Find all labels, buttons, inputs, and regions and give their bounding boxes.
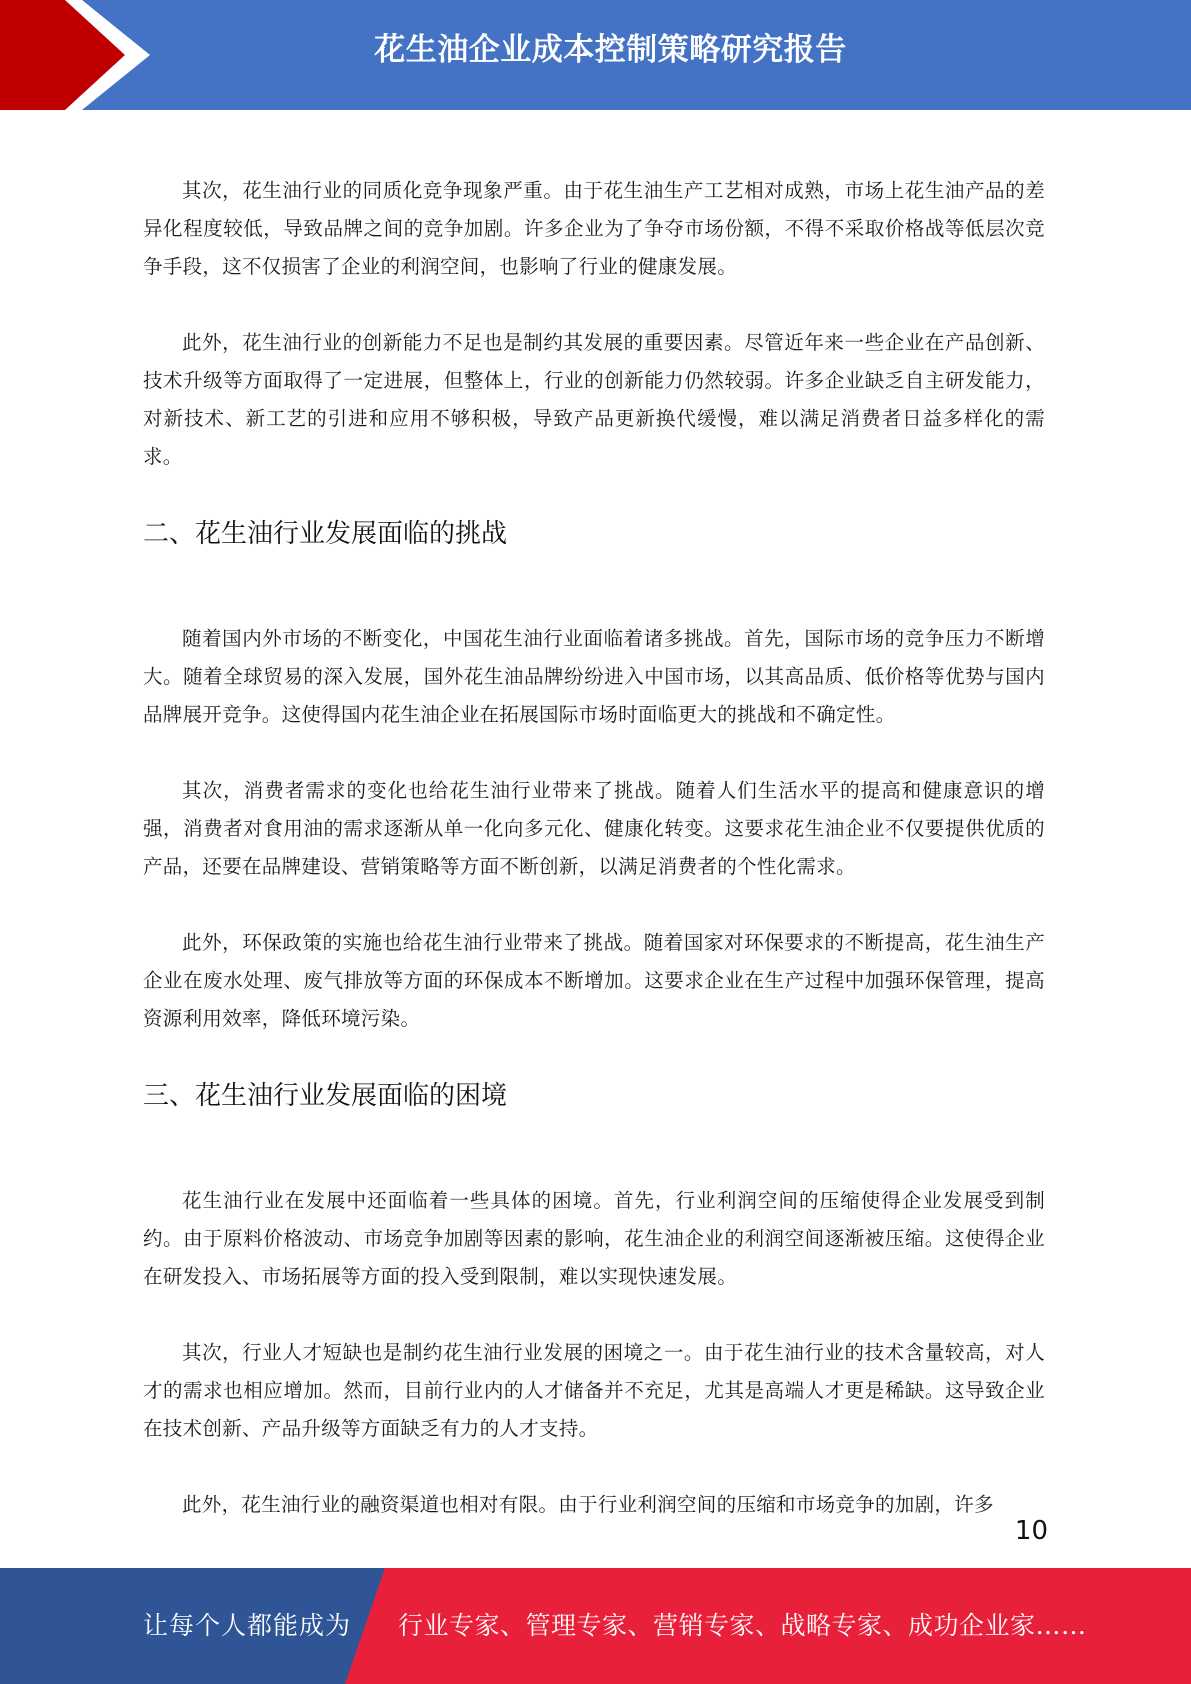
footer-banner: [0, 1568, 1191, 1684]
paragraph: 其次，消费者需求的变化也给花生油行业带来了挑战。随着人们生活水平的提高和健康意识的增强，消费者对食用油的需求逐渐从单一化向多元化、健康化转变。这要求花生油企业不仅要提供优质的产品，还要在品牌建设、营销策略等方面不断创新，以满足消费者的个性化需求。: [143, 779, 1045, 878]
paragraph: 此外，花生油行业的融资渠道也相对有限。由于行业利润空间的压缩和市场竞争的加剧，许多: [182, 1493, 994, 1516]
section-heading: 二、花生油行业发展面临的挑战: [143, 519, 508, 549]
paragraph: 其次，花生油行业的同质化竞争现象严重。由于花生油生产工艺相对成熟，市场上花生油产品的差异化程度较低，导致品牌之间的竞争加剧。许多企业为了争夺市场份额，不得不采取价格战等低层次竞争手段，这不仅损害了企业的利润空间，也影响了行业的健康发展。: [143, 179, 1045, 278]
footer-slogan-right: 行业专家、管理专家、营销专家、战略专家、成功企业家……: [398, 1611, 1087, 1640]
paragraph: 花生油行业在发展中还面临着一些具体的困境。首先，行业利润空间的压缩使得企业发展受到制约。由于原料价格波动、市场竞争加剧等因素的影响，花生油企业的利润空间逐渐被压缩。这使得企业在研发投入、市场拓展等方面的投入受到限制，难以实现快速发展。: [143, 1189, 1045, 1288]
paragraph: 此外，环保政策的实施也给花生油行业带来了挑战。随着国家对环保要求的不断提高，花生油生产企业在废水处理、废气排放等方面的环保成本不断增加。这要求企业在生产过程中加强环保管理，提高资源利用效率，降低环境污染。: [143, 931, 1045, 1030]
footer-slogan-left: 让每个人都能成为: [143, 1611, 352, 1640]
paragraph: 其次，行业人才短缺也是制约花生油行业发展的困境之一。由于花生油行业的技术含量较高，对人才的需求也相应增加。然而，目前行业内的人才储备并不充足，尤其是高端人才更是稀缺。这导致企业在技术创新、产品升级等方面缺乏有力的人才支持。: [143, 1341, 1045, 1440]
paragraph: 此外，花生油行业的创新能力不足也是制约其发展的重要因素。尽管近年来一些企业在产品创新、技术升级等方面取得了一定进展，但整体上，行业的创新能力仍然较弱。许多企业缺乏自主研发能力，对新技术、新工艺的引进和应用不够积极，导致产品更新换代缓慢，难以满足消费者日益多样化的需求。: [143, 331, 1045, 468]
header-banner: [0, 0, 1191, 110]
paragraph: 随着国内外市场的不断变化，中国花生油行业面临着诸多挑战。首先，国际市场的竞争压力不断增大。随着全球贸易的深入发展，国外花生油品牌纷纷进入中国市场，以其高品质、低价格等优势与国内品牌展开竞争。这使得国内花生油企业在拓展国际市场时面临更大的挑战和不确定性。: [143, 627, 1045, 726]
section-heading: 三、花生油行业发展面临的困境: [143, 1081, 508, 1111]
document-title: 花生油企业成本控制策略研究报告: [374, 32, 847, 68]
document-body: [143, 172, 1045, 1562]
page-number: 10: [1014, 1516, 1048, 1546]
